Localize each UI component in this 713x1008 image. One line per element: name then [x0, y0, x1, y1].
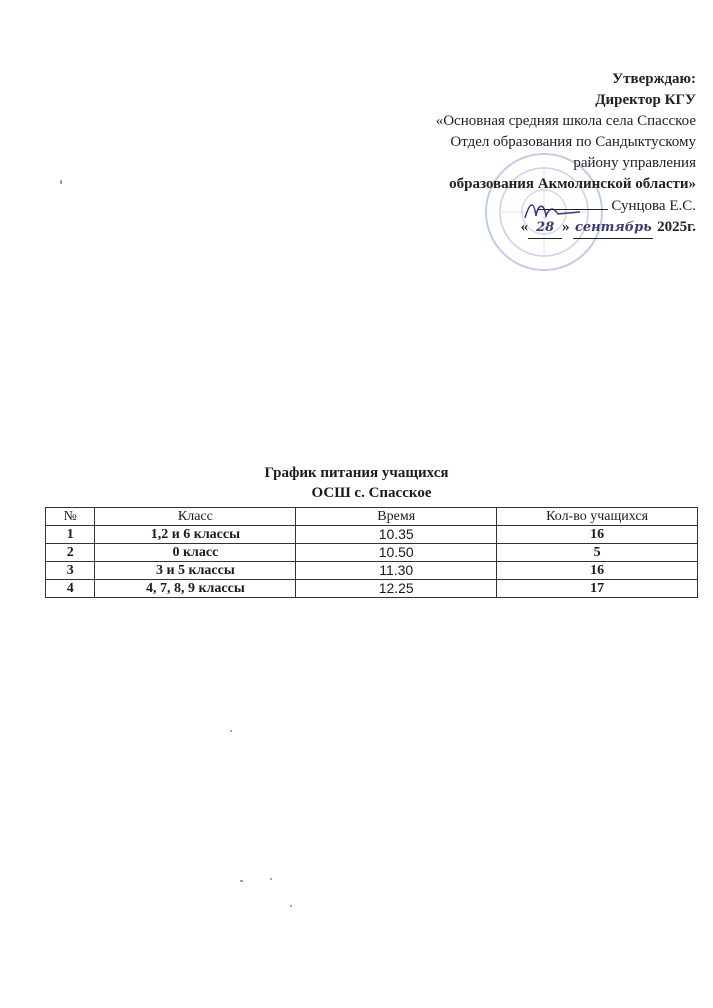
cell-class: 4, 7, 8, 9 классы [95, 580, 296, 598]
approval-block [336, 69, 696, 239]
approval-position: Директор КГУ [595, 92, 696, 108]
cell-time: 12.25 [296, 580, 497, 598]
scan-speck [290, 905, 292, 907]
cell-count: 17 [497, 580, 698, 598]
title-line-1: График питания учащихся [264, 465, 449, 481]
signer-name: Сунцова Е.С. [611, 198, 696, 214]
header-count: Кол-во учащихся [497, 508, 698, 526]
approval-date [336, 217, 696, 239]
cell-time: 11.30 [296, 562, 497, 580]
cell-number: 4 [46, 580, 95, 598]
header-time: Время [296, 508, 497, 526]
header-class: Класс [95, 508, 296, 526]
signature-blank [538, 195, 608, 210]
table-header-row [46, 508, 698, 526]
cell-count: 16 [497, 526, 698, 544]
cell-count: 16 [497, 562, 698, 580]
scan-speck [60, 180, 62, 184]
cell-number: 3 [46, 562, 95, 580]
date-day: 28 [528, 217, 562, 239]
signer-line [336, 195, 696, 217]
table-row [46, 580, 698, 598]
approval-org-line-2: Отдел образования по Сандыктускому [450, 134, 696, 150]
approval-org-line-4: образования Акмолинской области» [449, 176, 696, 192]
approval-org-line-1: «Основная средняя школа села Спасское [435, 113, 696, 129]
table-row [46, 544, 698, 562]
cell-time: 10.50 [296, 544, 497, 562]
header-number: № [46, 508, 95, 526]
date-open-quote: « [520, 219, 529, 235]
approval-heading: Утверждаю: [612, 71, 696, 87]
cell-time: 10.35 [296, 526, 497, 544]
cell-class: 0 класс [95, 544, 296, 562]
cell-number: 2 [46, 544, 95, 562]
meal-schedule-table [45, 507, 698, 598]
cell-number: 1 [46, 526, 95, 544]
date-year: 2025г. [657, 219, 696, 235]
document-title [0, 463, 713, 503]
scan-speck [270, 878, 272, 880]
table-row [46, 526, 698, 544]
table-row [46, 562, 698, 580]
cell-class: 3 и 5 классы [95, 562, 296, 580]
date-month: сентябрь [573, 217, 653, 239]
cell-count: 5 [497, 544, 698, 562]
scan-speck [230, 730, 232, 732]
cell-class: 1,2 и 6 классы [95, 526, 296, 544]
date-close-quote: » [562, 219, 570, 235]
scan-speck [240, 880, 243, 882]
approval-org-line-3: району управления [573, 155, 696, 171]
title-line-2: ОСШ с. Спасское [311, 485, 432, 501]
